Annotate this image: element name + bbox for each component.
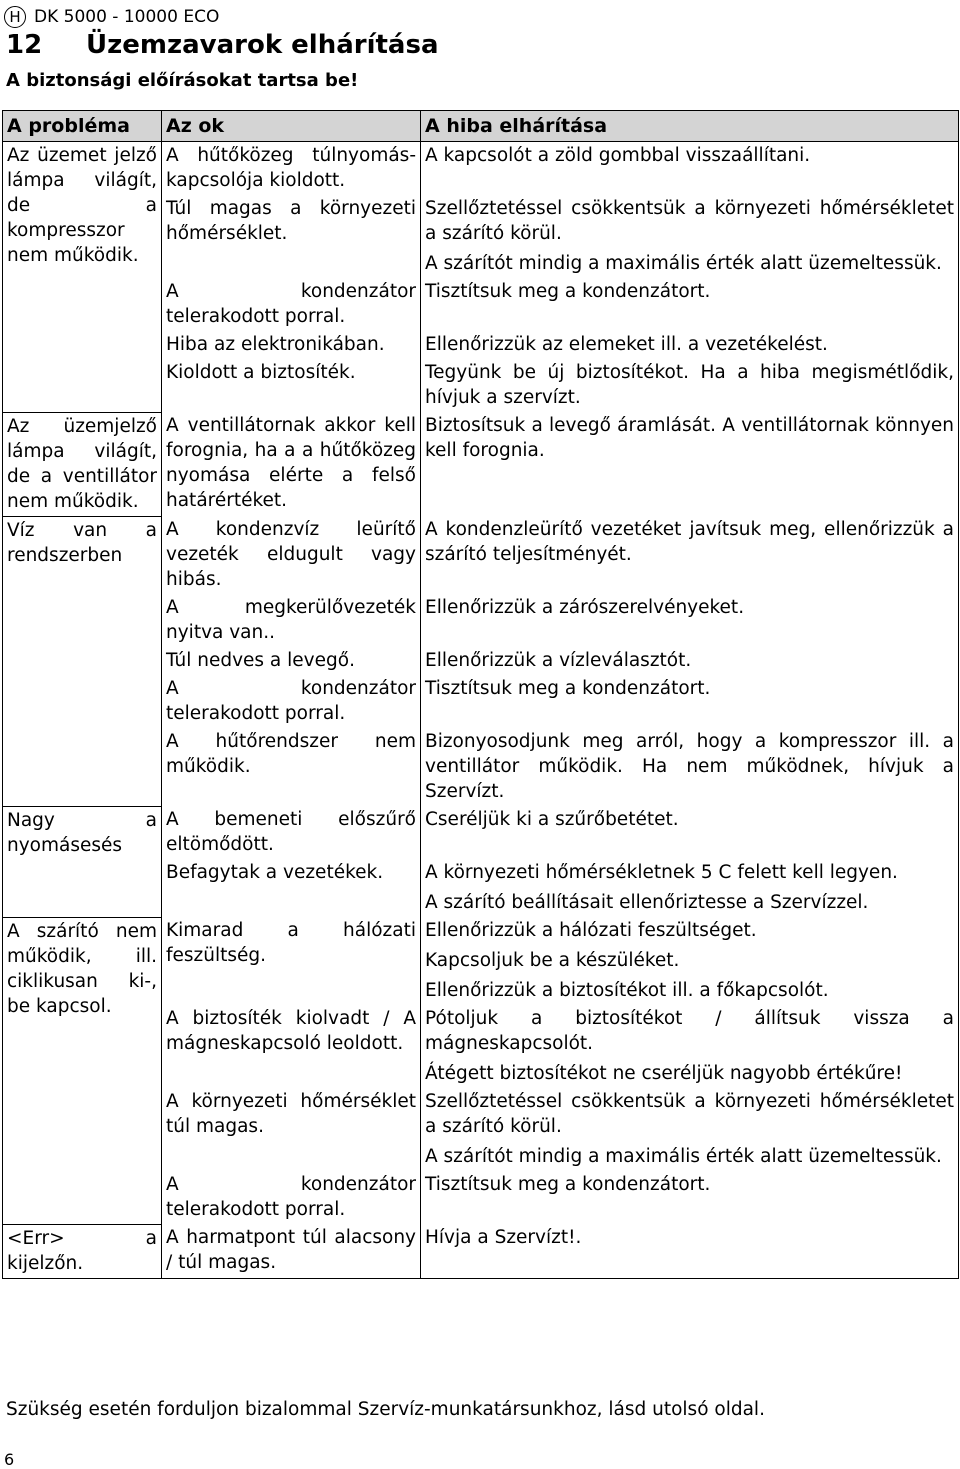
cause-cell: A hűtőrendszer nem működik. [162,728,421,806]
solution-text: Bizonyosodjunk meg arról, hogy a kompresszor ill. a ventillátor működik. Ha nem működnek, hívjuk a Szervízt. [425,731,954,802]
solution-cell [421,1088,959,1171]
cause-cell: A harmatpont túl alacsony / túl magas. [162,1224,421,1278]
solution-text: Tisztítsuk meg a kondenzátort. [425,281,711,302]
problem-cell: Az üzemjelző lámpa világít, de a ventillátor nem működik. [3,412,162,516]
solution-text: Ellenőrizzük a zárószerelvényeket. [425,597,745,618]
solution-text: Pótoljuk a biztosítékot / állítsuk vissza a mágneskapcsolót. [425,1008,954,1054]
solution-text: A kapcsolót a zöld gombbal visszaállítani. [425,145,811,166]
cause-cell: Kimarad a hálózati feszültség. [162,917,421,1005]
cause-cell: A kondenzátor telerakodott porral. [162,278,421,331]
solution-cell [421,806,959,859]
problem-cell: A szárító nem működik, ill. ciklikusan ki-, be kapcsol. [3,917,162,1224]
problem-cell: Az üzemet jelző lámpa világít, de a kompresszor nem működik. [3,142,162,413]
solution-text: Átégett biztosítékot ne cseréljük nagyobb értékűre! [425,1063,903,1084]
header-problem: A probléma [3,111,162,142]
solution-cell [421,594,959,647]
chapter-number: 12 [6,30,43,60]
cause-cell: Befagytak a vezetékek. [162,859,421,917]
table-header-row [3,111,959,142]
solution-cell [421,516,959,594]
solution-text: Hívja a Szervízt!. [425,1227,582,1248]
footer-note: Szükség esetén forduljon bizalommal Szervíz-munkatársunkhoz, lásd utolsó oldal. [6,1399,765,1420]
solution-cell [421,917,959,1005]
solution-cell [421,278,959,331]
solution-cell [421,728,959,806]
table-row [3,516,959,594]
solution-text: A szárító beállításait ellenőriztesse a Szervízzel. [425,892,869,913]
cause-cell: A kondenzátor telerakodott porral. [162,1171,421,1224]
solution-text: Kapcsoljuk be a készüléket. [425,950,680,971]
solution-cell [421,647,959,675]
solution-text: Biztosítsuk a levegő áramlását. A ventillátornak könnyen kell forognia. [425,415,954,461]
cause-cell: A környezeti hőmérséklet túl magas. [162,1088,421,1171]
solution-text: Tisztítsuk meg a kondenzátort. [425,678,711,699]
table-row [3,806,959,859]
solution-cell [421,1005,959,1088]
solution-cell [421,142,959,196]
cause-cell: A biztosíték kiolvadt / A mágneskapcsoló leoldott. [162,1005,421,1088]
solution-text: A szárítót mindig a maximális érték alatt üzemeltessük. [425,253,942,274]
cause-cell: A hűtőközeg túlnyomás-kapcsolója kioldott. [162,142,421,196]
solution-text: Ellenőrizzük a vízleválasztót. [425,650,692,671]
solution-cell [421,359,959,412]
language-badge: H [4,6,26,28]
table-row [3,917,959,1005]
cause-cell: A ventillátornak akkor kell forognia, ha a a hűtőközeg nyomása elérte a felső határértéket. [162,412,421,516]
table-row [3,412,959,516]
solution-text: Szellőztetéssel csökkentsük a környezeti hőmérsékletet a szárító körül. [425,1091,954,1137]
cause-cell: Túl magas a környezeti hőmérséklet. [162,195,421,278]
solution-cell [421,195,959,278]
table-row [3,142,959,196]
cause-cell: A kondenzvíz leürítő vezeték eldugult vagy hibás. [162,516,421,594]
table-row [3,1224,959,1278]
solution-cell [421,859,959,917]
cause-cell: A kondenzátor telerakodott porral. [162,675,421,728]
solution-text: Ellenőrizzük az elemeket ill. a vezetékelést. [425,334,828,355]
solution-text: Tisztítsuk meg a kondenzátort. [425,1174,711,1195]
cause-cell: Hiba az elektronikában. [162,331,421,359]
solution-text: Ellenőrizzük a hálózati feszültséget. [425,920,757,941]
header-cause: Az ok [162,111,421,142]
table-body [3,142,959,1279]
document-header [4,4,219,30]
cause-cell: Túl nedves a levegő. [162,647,421,675]
solution-cell [421,1224,959,1278]
solution-cell [421,675,959,728]
solution-text: Szellőztetéssel csökkentsük a környezeti hőmérsékletet a szárító körül. [425,198,954,244]
solution-text: Cseréljük ki a szűrőbetétet. [425,809,679,830]
cause-cell: A megkerülővezeték nyitva van.. [162,594,421,647]
solution-text: A kondenzleürítő vezetéket javítsuk meg, ellenőrizzük a szárító teljesítményét. [425,519,954,565]
page-number: 6 [4,1450,15,1469]
chapter-title: Üzemzavarok elhárítása [86,30,439,60]
troubleshooting-table [2,110,959,1279]
solution-cell [421,1171,959,1224]
header-solution: A hiba elhárítása [421,111,959,142]
solution-text: Tegyünk be új biztosítékot. Ha a hiba megismétlődik, hívjuk a szervízt. [425,362,954,408]
solution-text: A szárítót mindig a maximális érték alatt üzemeltessük. [425,1146,942,1167]
model-name: DK 5000 - 10000 ECO [34,7,220,27]
solution-cell [421,412,959,516]
problem-cell: Víz van a rendszerben [3,516,162,806]
chapter-heading [6,30,439,60]
cause-cell: A bemeneti előszűrő eltömődött. [162,806,421,859]
safety-note: A biztonsági előírásokat tartsa be! [6,70,359,91]
solution-text: Ellenőrizzük a biztosítékot ill. a főkapcsolót. [425,980,829,1001]
problem-cell: <Err> a kijelzőn. [3,1224,162,1278]
solution-cell [421,331,959,359]
cause-cell: Kioldott a biztosíték. [162,359,421,412]
problem-cell: Nagy a nyomásesés [3,806,162,917]
solution-text: A környezeti hőmérsékletnek 5 C felett kell legyen. [425,862,898,883]
